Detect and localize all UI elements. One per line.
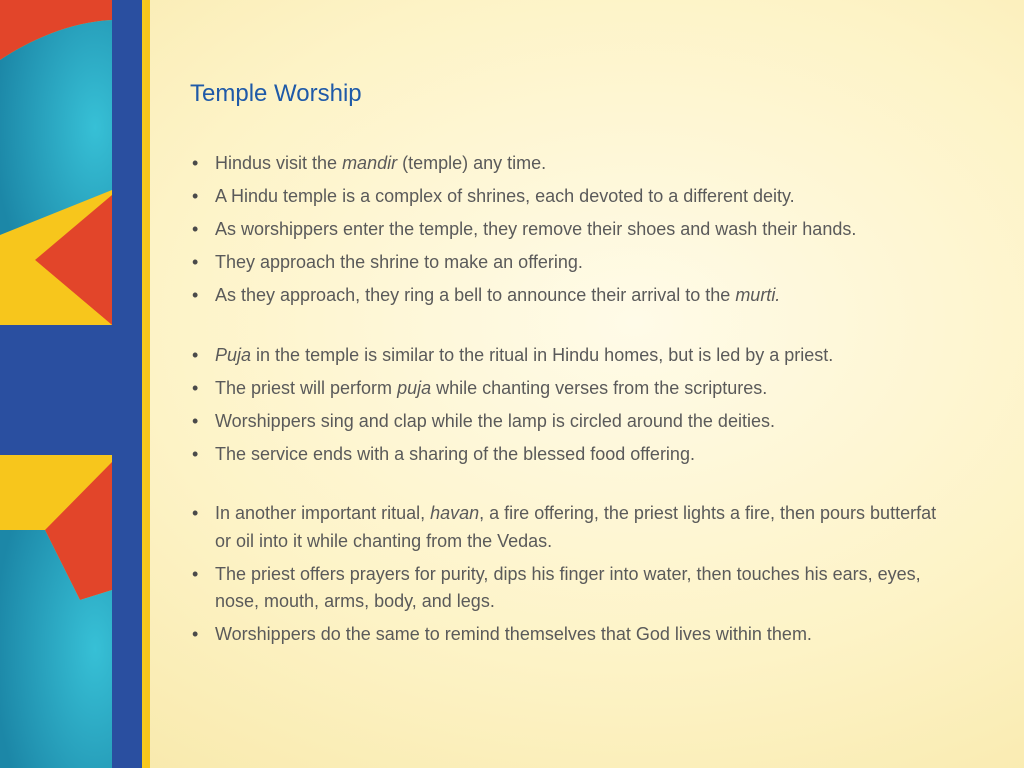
- bullet-text: (temple) any time.: [397, 153, 547, 173]
- bullet-emphasis: mandir: [342, 153, 398, 173]
- decor-blue-block: [0, 325, 112, 455]
- bullet-text: in the temple is similar to the ritual in Hindu homes, but is led by a priest.: [251, 344, 834, 365]
- decor-blue-vertical-stripe: [112, 0, 142, 768]
- bullet-dot: •: [192, 563, 199, 584]
- bullet-emphasis: puja: [397, 377, 432, 398]
- bullet-dot: •: [192, 252, 199, 272]
- bullet-dot: •: [192, 410, 199, 431]
- bullet-text: Worshippers sing and clap while the lamp is circled around the deities.: [215, 410, 775, 431]
- bullet-dot: •: [192, 219, 199, 239]
- bullet-dot: •: [192, 153, 199, 173]
- bullet-dot: •: [192, 503, 199, 523]
- bullet-dot: •: [192, 186, 199, 206]
- bullet-text: , a fire offering, the priest lights a fire, then pours butterfat or oil into it while chanting from the Vedas.: [215, 503, 937, 551]
- bullet-item: [190, 282, 950, 310]
- bullet-list: [190, 150, 950, 654]
- bullet-item: [190, 183, 950, 211]
- bullet-item: [190, 408, 950, 436]
- bullet-item: [190, 621, 950, 649]
- bullet-item: [190, 500, 950, 555]
- bullet-text: They approach the shrine to make an offering.: [215, 252, 583, 272]
- bullet-text: A Hindu temple is a complex of shrines, each devoted to a different deity.: [215, 186, 795, 206]
- bullet-text: The service ends with a sharing of the blessed food offering.: [215, 443, 695, 464]
- bullet-text: while chanting verses from the scriptures.: [431, 377, 768, 398]
- decorative-left-band: [0, 0, 150, 768]
- bullet-text: As they approach, they ring a bell to announce their arrival to the: [215, 285, 736, 305]
- bullet-item: [190, 216, 950, 244]
- bullet-emphasis: murti.: [735, 285, 781, 305]
- bullet-text: As worshippers enter the temple, they remove their shoes and wash their hands.: [215, 219, 857, 239]
- bullet-item: [190, 150, 950, 178]
- bullet-item: [190, 441, 950, 469]
- decor-yellow-edge: [142, 0, 145, 768]
- slide-title: Temple Worship: [190, 80, 362, 107]
- bullet-item: [190, 342, 950, 370]
- bullet-dot: •: [192, 443, 199, 464]
- bullet-dot: •: [192, 624, 199, 644]
- bullet-item: [190, 249, 950, 277]
- bullet-dot: •: [192, 285, 199, 305]
- bullet-text: The priest will perform: [215, 377, 398, 398]
- bullet-item: [190, 375, 950, 403]
- bullet-item: [190, 561, 950, 616]
- bullet-text: Worshippers do the same to remind themselves that God lives within them.: [215, 624, 812, 644]
- bullet-text: The priest offers prayers for purity, dips his finger into water, then touches his ears, eyes, nose, mouth, arms, body, and legs.: [215, 563, 921, 611]
- bullet-text: Hindus visit the: [215, 153, 343, 173]
- bullet-emphasis: Puja: [215, 344, 252, 365]
- bullet-text: In another important ritual,: [215, 503, 431, 523]
- bullet-dot: •: [192, 377, 199, 398]
- bullet-dot: •: [192, 344, 199, 365]
- bullet-emphasis: havan: [430, 503, 480, 523]
